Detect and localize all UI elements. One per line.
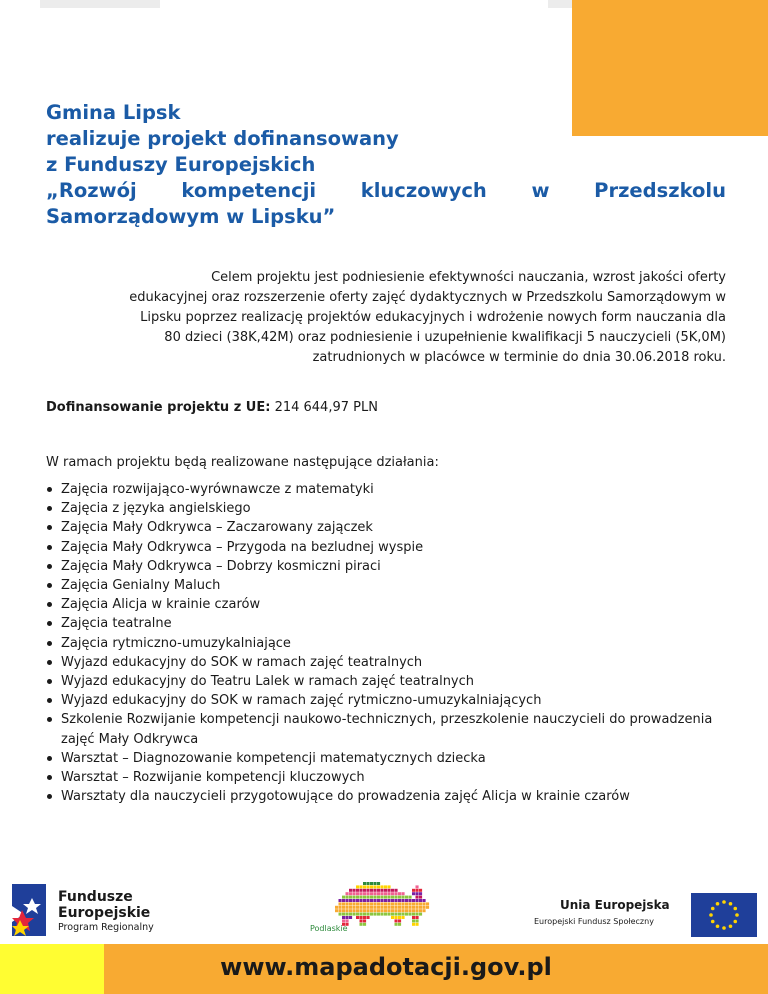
bison-pixel bbox=[381, 889, 384, 892]
bison-pixel bbox=[388, 902, 391, 905]
bison-pixel bbox=[346, 906, 349, 909]
bison-pixel bbox=[405, 909, 408, 912]
eu-star bbox=[722, 900, 726, 904]
description-line: edukacyjnej oraz rozszerzenie oferty zajęć dydaktycznych w Przedszkolu Samorządowym w bbox=[129, 290, 726, 305]
bison-pixel bbox=[405, 906, 408, 909]
bison-pixel bbox=[416, 909, 419, 912]
bison-pixel bbox=[416, 902, 419, 905]
description-line: Lipsku poprzez realizację projektów edukacyjnych i wdrożenie nowych form nauczania dla bbox=[140, 310, 726, 325]
bison-pixel bbox=[367, 913, 370, 916]
bison-pixel bbox=[346, 916, 349, 919]
bison-pixel bbox=[388, 906, 391, 909]
bison-pixel bbox=[363, 902, 366, 905]
bison-pixel bbox=[412, 899, 415, 902]
bison-pixel bbox=[391, 899, 394, 902]
bison-pixel bbox=[402, 902, 405, 905]
bison-pixel bbox=[374, 885, 377, 888]
bison-pixel bbox=[367, 892, 370, 895]
bison-pixel bbox=[398, 916, 401, 919]
bison-pixel bbox=[363, 919, 366, 922]
bison-pixel bbox=[388, 896, 391, 899]
bison-pixel bbox=[370, 913, 373, 916]
bison-pixel bbox=[356, 902, 359, 905]
bison-pixel bbox=[381, 885, 384, 888]
bison-pixel bbox=[360, 909, 363, 912]
bison-pixel bbox=[395, 909, 398, 912]
bison-pixel bbox=[356, 896, 359, 899]
bison-pixel bbox=[412, 892, 415, 895]
bison-pixel bbox=[381, 899, 384, 902]
list-item: Wyjazd edukacyjny do SOK w ramach zajęć teatralnych bbox=[46, 653, 726, 672]
fe-logo-line2: Europejskie bbox=[58, 905, 151, 921]
bison-pixel bbox=[349, 906, 352, 909]
bison-pixel bbox=[374, 889, 377, 892]
list-item: Zajęcia Alicja w krainie czarów bbox=[46, 595, 726, 614]
bison-pixel bbox=[339, 909, 342, 912]
bison-pixel bbox=[416, 889, 419, 892]
bison-pixel bbox=[346, 902, 349, 905]
eu-star bbox=[711, 907, 715, 911]
bison-pixel bbox=[360, 885, 363, 888]
bison-pixel bbox=[367, 896, 370, 899]
bison-pixel bbox=[363, 916, 366, 919]
bison-pixel bbox=[339, 899, 342, 902]
description-line: 80 dzieci (38K,42M) oraz podniesienie i uzupełnienie kwalifikacji 5 nauczycieli (5K,0M) bbox=[164, 330, 726, 345]
bison-pixel bbox=[412, 913, 415, 916]
bison-pixel bbox=[416, 923, 419, 926]
bison-pixel bbox=[342, 909, 345, 912]
bison-pixel bbox=[384, 913, 387, 916]
list-item: Zajęcia rytmiczno-umuzykalniające bbox=[46, 634, 726, 653]
bison-pixel bbox=[388, 885, 391, 888]
bison-pixel bbox=[395, 906, 398, 909]
list-item: Wyjazd edukacyjny do Teatru Lalek w ramach zajęć teatralnych bbox=[46, 672, 726, 691]
bison-pixel bbox=[402, 906, 405, 909]
bison-pixel bbox=[395, 916, 398, 919]
bison-pixel bbox=[360, 913, 363, 916]
list-item: Zajęcia Mały Odkrywca – Przygoda na bezludnej wyspie bbox=[46, 538, 726, 557]
bison-pixel bbox=[349, 913, 352, 916]
title-word: kompetencji bbox=[181, 179, 317, 202]
bison-pixel bbox=[381, 909, 384, 912]
activities-list bbox=[46, 480, 726, 806]
bison-pixel bbox=[346, 919, 349, 922]
bison-pixel bbox=[349, 896, 352, 899]
eu-star bbox=[733, 920, 737, 924]
list-item: Warsztat – Rozwijanie kompetencji kluczowych bbox=[46, 768, 726, 787]
bison-pixel bbox=[377, 909, 380, 912]
bison-pixel bbox=[395, 899, 398, 902]
bison-pixel bbox=[360, 889, 363, 892]
eu-logo bbox=[534, 893, 764, 943]
bison-pixel bbox=[381, 913, 384, 916]
bison-pixel bbox=[412, 919, 415, 922]
bison-pixel bbox=[412, 916, 415, 919]
fe-stars-icon bbox=[12, 884, 46, 936]
bison-pixel bbox=[402, 892, 405, 895]
bison-pixel bbox=[360, 906, 363, 909]
bison-pixel bbox=[388, 889, 391, 892]
bison-pixel bbox=[395, 913, 398, 916]
title-word: „Rozwój bbox=[46, 179, 137, 202]
podlaskie-label: Podlaskie bbox=[310, 924, 348, 933]
bison-pixel bbox=[342, 899, 345, 902]
bison-pixel bbox=[391, 909, 394, 912]
bison-pixel bbox=[395, 902, 398, 905]
bison-pixel bbox=[356, 909, 359, 912]
bison-pixel bbox=[402, 913, 405, 916]
bison-pixel bbox=[377, 906, 380, 909]
bison-pixel bbox=[377, 913, 380, 916]
bison-pixel bbox=[356, 892, 359, 895]
bison-pixel bbox=[405, 896, 408, 899]
bison-pixel bbox=[384, 909, 387, 912]
top-decor-bar-left bbox=[40, 0, 160, 8]
cofinancing-label: Dofinansowanie projektu z UE: bbox=[46, 400, 271, 415]
list-item: Zajęcia Mały Odkrywca – Dobrzy kosmiczni piraci bbox=[46, 557, 726, 576]
bison-pixel bbox=[409, 909, 412, 912]
bison-pixel bbox=[409, 902, 412, 905]
bison-pixel bbox=[377, 892, 380, 895]
bison-pixel bbox=[360, 892, 363, 895]
bison-pixel bbox=[381, 892, 384, 895]
bison-pixel bbox=[370, 892, 373, 895]
podlaskie-logo bbox=[306, 882, 436, 942]
bison-pixel bbox=[402, 899, 405, 902]
bison-pixel bbox=[342, 919, 345, 922]
bison-pixel bbox=[402, 909, 405, 912]
bison-pixel bbox=[381, 906, 384, 909]
bison-pixel bbox=[360, 916, 363, 919]
bison-pixel bbox=[370, 909, 373, 912]
bison-pixel bbox=[409, 906, 412, 909]
bison-pixel bbox=[388, 913, 391, 916]
bison-pixel bbox=[360, 923, 363, 926]
bison-pixel bbox=[335, 906, 338, 909]
bison-pixel bbox=[374, 913, 377, 916]
bison-pixel bbox=[416, 885, 419, 888]
bison-pixel bbox=[349, 916, 352, 919]
bison-pixel bbox=[416, 892, 419, 895]
bison-pixel bbox=[377, 896, 380, 899]
footer-url: www.mapadotacji.gov.pl bbox=[220, 953, 552, 981]
bison-pixel bbox=[398, 923, 401, 926]
fundusze-europejskie-logo bbox=[12, 884, 212, 942]
eu-star bbox=[711, 920, 715, 924]
bison-pixel bbox=[409, 899, 412, 902]
bison-pixel bbox=[356, 899, 359, 902]
bison-pixel bbox=[360, 899, 363, 902]
list-item: Zajęcia rozwijająco-wyrównawcze z matematyki bbox=[46, 480, 726, 499]
bison-pixel bbox=[416, 919, 419, 922]
bison-pixel bbox=[374, 892, 377, 895]
bison-pixel bbox=[353, 899, 356, 902]
bison-pixel bbox=[419, 902, 422, 905]
bison-pixel bbox=[384, 885, 387, 888]
bison-pixel bbox=[346, 896, 349, 899]
title-word: kluczowych bbox=[360, 179, 487, 202]
bison-pixel bbox=[363, 906, 366, 909]
bison-pixel bbox=[363, 885, 366, 888]
bison-pixel bbox=[419, 899, 422, 902]
eu-star bbox=[733, 907, 737, 911]
bison-pixel bbox=[356, 913, 359, 916]
list-item: Zajęcia Genialny Maluch bbox=[46, 576, 726, 595]
bison-pixel bbox=[363, 913, 366, 916]
bison-pixel bbox=[346, 913, 349, 916]
eu-logo-line1: Unia Europejska bbox=[560, 898, 670, 912]
cofinancing-info bbox=[46, 400, 378, 415]
bison-pixel bbox=[339, 902, 342, 905]
bison-pixel bbox=[412, 902, 415, 905]
bison-pixel bbox=[342, 906, 345, 909]
bison-pixel bbox=[353, 896, 356, 899]
bison-pixel bbox=[342, 916, 345, 919]
bison-pixel bbox=[398, 896, 401, 899]
eu-star bbox=[716, 902, 720, 906]
bison-pixel bbox=[384, 896, 387, 899]
bison-pixel bbox=[391, 902, 394, 905]
list-item: Szkolenie Rozwijanie kompetencji naukowo-technicznych, przeszkolenie nauczycieli do prowadzenia zajęć Mały Odkrywca bbox=[46, 710, 726, 748]
bison-pixel bbox=[391, 916, 394, 919]
bison-pixel bbox=[367, 882, 370, 885]
bison-pixel bbox=[395, 892, 398, 895]
bison-pixel bbox=[409, 896, 412, 899]
bison-pixel bbox=[374, 899, 377, 902]
bison-pixel bbox=[342, 902, 345, 905]
bison-pixel bbox=[370, 902, 373, 905]
bison-pixel bbox=[353, 913, 356, 916]
bison-pixel bbox=[395, 896, 398, 899]
bison-pixel bbox=[363, 892, 366, 895]
bison-pixel bbox=[370, 906, 373, 909]
bison-pixel bbox=[384, 899, 387, 902]
bison-pixel bbox=[423, 906, 426, 909]
bison-pixel bbox=[367, 902, 370, 905]
bison-pixel bbox=[374, 882, 377, 885]
bison-pixel bbox=[370, 899, 373, 902]
bison-pixel bbox=[353, 889, 356, 892]
bison-pixel bbox=[367, 909, 370, 912]
bison-pixel bbox=[412, 909, 415, 912]
title-line: realizuje projekt dofinansowany bbox=[46, 127, 399, 150]
bison-pixel bbox=[419, 896, 422, 899]
eu-star bbox=[709, 913, 713, 917]
bison-pixel bbox=[412, 923, 415, 926]
bison-pixel bbox=[367, 906, 370, 909]
bison-pixel bbox=[370, 882, 373, 885]
bison-pixel bbox=[370, 889, 373, 892]
list-item: Zajęcia Mały Odkrywca – Zaczarowany zajączek bbox=[46, 518, 726, 537]
bison-pixel bbox=[395, 919, 398, 922]
bison-pixel bbox=[416, 896, 419, 899]
bison-pixel bbox=[419, 906, 422, 909]
bison-pixel bbox=[367, 885, 370, 888]
bison-pixel bbox=[402, 896, 405, 899]
bison-pixel bbox=[388, 909, 391, 912]
bison-pixel bbox=[391, 892, 394, 895]
bison-pixel bbox=[349, 889, 352, 892]
eu-star bbox=[735, 913, 739, 917]
bison-pixel bbox=[388, 899, 391, 902]
fe-logo-line3: Program Regionalny bbox=[58, 922, 154, 933]
bison-pixel bbox=[384, 902, 387, 905]
bison-pixel bbox=[356, 889, 359, 892]
bison-pixel bbox=[398, 906, 401, 909]
footer-bar bbox=[104, 944, 768, 994]
bison-pixel bbox=[374, 909, 377, 912]
bison-pixel bbox=[402, 916, 405, 919]
bison-pixel bbox=[419, 889, 422, 892]
bison-pixel bbox=[339, 913, 342, 916]
bison-pixel bbox=[426, 906, 429, 909]
top-decor-bar-grey bbox=[548, 0, 572, 8]
bison-pixel bbox=[405, 902, 408, 905]
bison-pixel bbox=[335, 909, 338, 912]
bison-pixel bbox=[349, 902, 352, 905]
bison-pixel bbox=[353, 906, 356, 909]
description-line: Celem projektu jest podniesienie efektywności nauczania, wzrost jakości oferty bbox=[211, 270, 726, 285]
list-item: Wyjazd edukacyjny do SOK w ramach zajęć rytmiczno-umuzykalniających bbox=[46, 691, 726, 710]
bison-pixel bbox=[377, 885, 380, 888]
bison-pixel bbox=[367, 916, 370, 919]
bison-pixel bbox=[353, 909, 356, 912]
list-item: Warsztaty dla nauczycieli przygotowujące do prowadzenia zajęć Alicja w krainie czarów bbox=[46, 787, 726, 806]
bison-pixel bbox=[384, 906, 387, 909]
bison-pixel bbox=[391, 889, 394, 892]
bison-pixel bbox=[398, 899, 401, 902]
bison-pixel bbox=[398, 909, 401, 912]
activities-intro: W ramach projektu będą realizowane następujące działania: bbox=[46, 455, 439, 470]
bison-pixel bbox=[339, 906, 342, 909]
bison-pixel bbox=[363, 882, 366, 885]
title-line: z Funduszy Europejskich bbox=[46, 153, 316, 176]
bison-pixel bbox=[353, 892, 356, 895]
bison-icon bbox=[328, 882, 436, 928]
bison-pixel bbox=[377, 902, 380, 905]
list-item: Warsztat – Diagnozowanie kompetencji matematycznych dziecka bbox=[46, 749, 726, 768]
eu-star bbox=[716, 924, 720, 928]
bison-pixel bbox=[346, 892, 349, 895]
bison-pixel bbox=[374, 896, 377, 899]
bison-pixel bbox=[381, 896, 384, 899]
bison-pixel bbox=[367, 899, 370, 902]
bison-pixel bbox=[353, 902, 356, 905]
bison-pixel bbox=[349, 892, 352, 895]
bison-pixel bbox=[363, 896, 366, 899]
bison-pixel bbox=[391, 906, 394, 909]
bison-pixel bbox=[356, 916, 359, 919]
bison-pixel bbox=[377, 899, 380, 902]
bison-pixel bbox=[342, 896, 345, 899]
bison-pixel bbox=[416, 913, 419, 916]
eu-star bbox=[729, 924, 733, 928]
bison-pixel bbox=[412, 889, 415, 892]
bison-pixel bbox=[423, 902, 426, 905]
bison-pixel bbox=[423, 899, 426, 902]
eu-flag-icon bbox=[691, 893, 757, 937]
bison-pixel bbox=[419, 892, 422, 895]
bison-pixel bbox=[398, 913, 401, 916]
bison-pixel bbox=[416, 899, 419, 902]
bison-pixel bbox=[409, 913, 412, 916]
bison-pixel bbox=[367, 889, 370, 892]
bison-pixel bbox=[363, 923, 366, 926]
bison-pixel bbox=[363, 899, 366, 902]
list-item: Zajęcia teatralne bbox=[46, 614, 726, 633]
bison-pixel bbox=[384, 892, 387, 895]
bison-pixel bbox=[395, 923, 398, 926]
bison-pixel bbox=[391, 913, 394, 916]
project-description bbox=[46, 268, 726, 368]
bison-pixel bbox=[349, 899, 352, 902]
bison-pixel bbox=[416, 906, 419, 909]
bison-pixel bbox=[423, 909, 426, 912]
bison-pixel bbox=[360, 896, 363, 899]
bison-pixel bbox=[405, 899, 408, 902]
bison-pixel bbox=[398, 892, 401, 895]
bison-pixel bbox=[395, 889, 398, 892]
bison-pixel bbox=[419, 913, 422, 916]
bison-pixel bbox=[398, 919, 401, 922]
footer-yellow-block bbox=[0, 944, 104, 994]
bison-pixel bbox=[398, 902, 401, 905]
title-word: Przedszkolu bbox=[594, 179, 726, 202]
title-line: Samorządowym w Lipsku” bbox=[46, 205, 336, 228]
project-title bbox=[46, 100, 726, 230]
bison-pixel bbox=[384, 889, 387, 892]
bison-pixel bbox=[416, 916, 419, 919]
bison-pixel bbox=[346, 899, 349, 902]
list-item: Zajęcia z języka angielskiego bbox=[46, 499, 726, 518]
bison-pixel bbox=[346, 909, 349, 912]
fe-logo-line1: Fundusze bbox=[58, 889, 133, 905]
bison-pixel bbox=[412, 906, 415, 909]
bison-pixel bbox=[370, 896, 373, 899]
bison-pixel bbox=[363, 909, 366, 912]
bison-pixel bbox=[377, 882, 380, 885]
bison-pixel bbox=[374, 906, 377, 909]
bison-pixel bbox=[363, 889, 366, 892]
bison-pixel bbox=[356, 906, 359, 909]
title-word: w bbox=[531, 179, 550, 202]
eu-star bbox=[729, 902, 733, 906]
bison-pixel bbox=[391, 896, 394, 899]
bison-pixel bbox=[342, 913, 345, 916]
bison-pixel bbox=[370, 885, 373, 888]
bison-pixel bbox=[360, 902, 363, 905]
cofinancing-value: 214 644,97 PLN bbox=[270, 400, 378, 415]
bison-pixel bbox=[349, 909, 352, 912]
bison-pixel bbox=[388, 892, 391, 895]
description-line: zatrudnionych w placówce w terminie do dnia 30.06.2018 roku. bbox=[312, 350, 726, 365]
bison-pixel bbox=[405, 913, 408, 916]
bison-pixel bbox=[356, 885, 359, 888]
bison-pixel bbox=[419, 909, 422, 912]
bison-pixel bbox=[374, 902, 377, 905]
title-line-justified bbox=[46, 178, 726, 204]
bison-pixel bbox=[377, 889, 380, 892]
bison-pixel bbox=[426, 902, 429, 905]
title-line: Gmina Lipsk bbox=[46, 101, 181, 124]
bison-pixel bbox=[381, 902, 384, 905]
bison-pixel bbox=[360, 919, 363, 922]
eu-logo-line2: Europejski Fundusz Społeczny bbox=[534, 917, 654, 926]
eu-star bbox=[722, 926, 726, 930]
